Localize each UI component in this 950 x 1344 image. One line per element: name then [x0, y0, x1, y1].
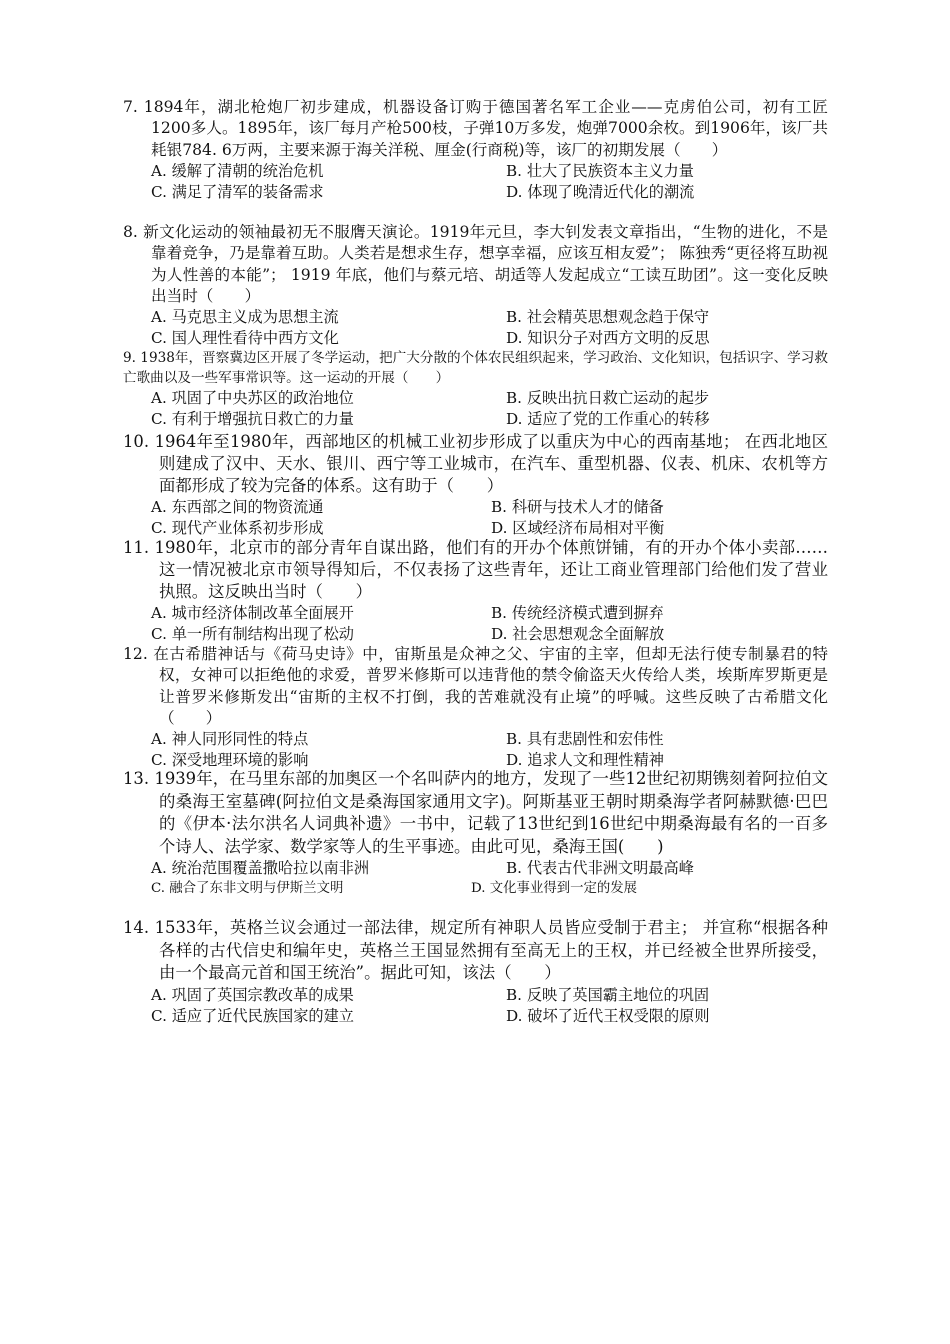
option-d[interactable]: D. 体现了晚清近代化的潮流: [506, 183, 695, 202]
question-stem: 12. 在古希腊神话与《荷马史诗》中，宙斯虽是众神之父、宇宙的主宰，但却无法行使专制暴君的特权，女神可以拒绝他的求爱，普罗米修斯可以违背他的禁令偷盗天火传给人类，埃斯库罗斯更是让普罗米修斯发出“宙斯的主权不打倒，我的苦难就没有止境”的呼喊。这些反映了古希腊文化（ ）: [123, 645, 828, 727]
option-b[interactable]: B. 反映了英国霸主地位的巩固: [506, 985, 710, 1004]
options: [123, 985, 828, 1028]
question-9: [123, 348, 828, 431]
option-d[interactable]: D. 文化事业得到一定的发展: [471, 881, 638, 897]
question-10: [123, 431, 828, 540]
option-b[interactable]: B. 壮大了民族资本主义力量: [506, 161, 694, 180]
question-13: [123, 768, 828, 899]
option-c[interactable]: C. 单一所有制结构出现了松动: [151, 625, 354, 644]
option-c[interactable]: C. 适应了近代民族国家的建立: [151, 1006, 354, 1025]
option-c[interactable]: C. 融合了东非文明与伊斯兰文明: [151, 881, 344, 897]
option-c[interactable]: C. 满足了清军的装备需求: [151, 183, 324, 202]
question-stem: 8. 新文化运动的领袖最初无不服膺天演论。1919年元旦，李大钊发表文章指出，“生物的进化，不是靠着竞争，乃是靠着互助。人类若是想求生存，想享幸福，应该互相友爱”； 陈独秀“更径将互助视为人性善的本能”； 1919 年底，他们与蔡元培、胡适等人发起成立“工读互助团”。这一变化反映出当时（ ）: [123, 223, 828, 305]
option-a[interactable]: A. 马克思主义成为思想主流: [151, 308, 339, 327]
option-b[interactable]: B. 传统经济模式遭到摒弃: [491, 604, 664, 622]
options: [123, 603, 828, 646]
option-a[interactable]: A. 神人同形同性的特点: [151, 730, 309, 749]
question-8: [123, 222, 828, 350]
option-b[interactable]: B. 反映出抗日救亡运动的起步: [506, 389, 710, 407]
question-stem: 7. 1894年，湖北枪炮厂初步建成，机器设备订购于德国著名军工企业——克虏伯公司，初有工匠1200多人。1895年，该厂每月产枪500枝，子弹10万多发，炮弹7000余枚。到1906年，该厂共耗银784. 6万两，主要来源于海关洋税、厘金(行商税)等，该厂的初期发展（ ）: [123, 98, 828, 159]
options: [123, 307, 828, 350]
question-14: [123, 917, 828, 1027]
option-a[interactable]: A. 统治范围覆盖撒哈拉以南非洲: [151, 859, 370, 877]
options: [123, 879, 828, 899]
option-b[interactable]: B. 社会精英思想观念趋于保守: [506, 308, 710, 327]
option-a[interactable]: A. 巩固了中央苏区的政治地位: [151, 389, 354, 407]
option-a[interactable]: A. 城市经济体制改革全面展开: [151, 604, 354, 622]
option-d[interactable]: D. 区域经济布局相对平衡: [491, 519, 665, 538]
option-d[interactable]: D. 破坏了近代王权受限的原则: [506, 1006, 710, 1025]
option-d[interactable]: D. 社会思想观念全面解放: [491, 625, 665, 644]
options: [123, 729, 828, 772]
option-c[interactable]: C. 现代产业体系初步形成: [151, 519, 324, 538]
options: [123, 161, 828, 204]
option-a[interactable]: A. 东西部之间的物资流通: [151, 498, 324, 516]
question-stem: 11. 1980年，北京市的部分青年自谋出路，他们有的开办个体煎饼铺，有的开办个体小卖部……这一情况被北京市领导得知后，不仅表扬了这些青年，还让工商业管理部门给他们发了营业执照。这反映出当时（ ）: [123, 538, 828, 601]
question-12: [123, 644, 828, 772]
option-b[interactable]: B. 代表古代非洲文明最高峰: [506, 859, 694, 877]
option-b[interactable]: B. 具有悲剧性和宏伟性: [506, 730, 664, 749]
option-a[interactable]: A. 缓解了清朝的统治危机: [151, 161, 324, 180]
question-stem: 10. 1964年至1980年，西部地区的机械工业初步形成了以重庆为中心的西南基地； 在西北地区则建成了汉中、天水、银川、西宁等工业城市，在汽车、重型机器、仪表、机床、农机等方面都形成了较为完备的体系。这有助于（ ）: [123, 432, 828, 495]
option-a[interactable]: A. 巩固了英国宗教改革的成果: [151, 985, 354, 1004]
question-11: [123, 537, 828, 646]
question-stem: 13. 1939年，在马里东部的加奥区一个名叫萨内的地方，发现了一些12世纪初期镌刻着阿拉伯文的桑海王室墓碑(阿拉伯文是桑海国家通用文字)。阿斯基亚王朝时期桑海学者阿赫默德·巴巴的《伊本·法尔洪名人词典补遗》一书中，记载了13世纪到16世纪中期桑海最有名的一百多个诗人、法学家、数学家等人的生平事迹。由此可见，桑海王国( ): [123, 769, 828, 856]
question-7: [123, 97, 828, 203]
option-d[interactable]: D. 追求人文和理性精神: [506, 751, 664, 770]
option-b[interactable]: B. 科研与技术人才的储备: [491, 498, 664, 516]
option-c[interactable]: C. 国人理性看待中西方文化: [151, 329, 339, 348]
options: [123, 497, 828, 540]
option-c[interactable]: C. 深受地理环境的影响: [151, 751, 309, 770]
options: [123, 388, 828, 431]
options: [123, 858, 828, 879]
question-stem: 9. 1938年，晋察冀边区开展了冬学运动，把广大分散的个体农民组织起来，学习政治、文化知识，包括识字、学习救亡歌曲以及一些军事常识等。这一运动的开展（ ）: [123, 350, 828, 386]
option-c[interactable]: C. 有利于增强抗日救亡的力量: [151, 410, 354, 429]
option-d[interactable]: D. 知识分子对西方文明的反思: [506, 329, 710, 348]
option-d[interactable]: D. 适应了党的工作重心的转移: [506, 410, 710, 429]
question-stem: 14. 1533年，英格兰议会通过一部法律，规定所有神职人员皆应受制于君主； 并宣称“根据各种各样的古代信史和编年史，英格兰王国显然拥有至高无上的王权，并已经被全世界所接受，由一个最高元首和国王统治”。据此可知，该法（ ）: [123, 918, 828, 982]
